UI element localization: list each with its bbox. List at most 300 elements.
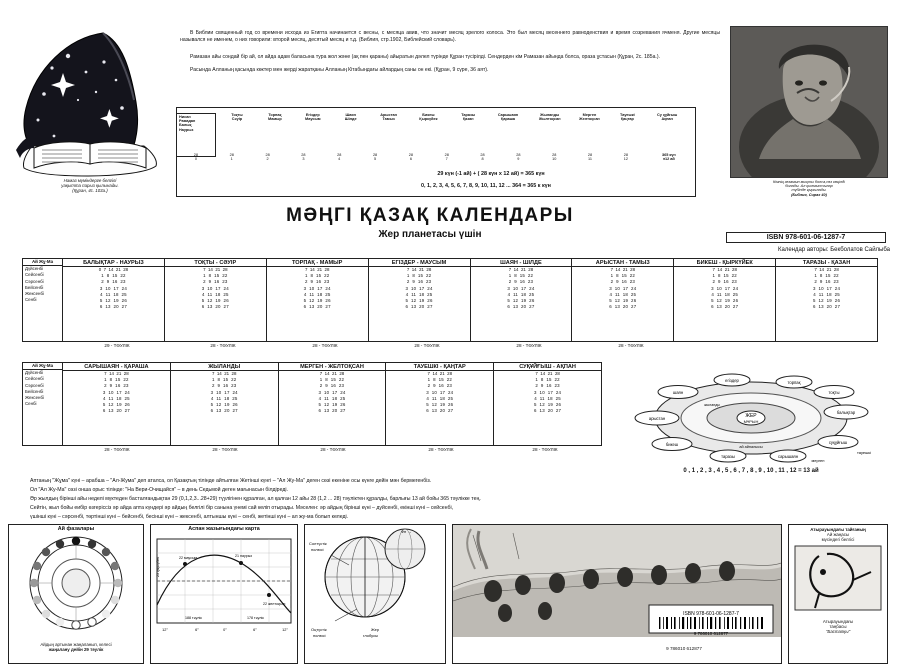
- m2h-2-4: 28: [339, 371, 345, 377]
- mh-7-3: 21: [826, 267, 832, 273]
- c043: 26: [121, 297, 127, 303]
- d052: 20: [116, 407, 122, 413]
- month-title-1: ТОҚТЫ - СӘУІР: [165, 259, 266, 267]
- strip-month-kk-4: Арыстан: [380, 113, 397, 117]
- mh-4-4: 28: [528, 267, 534, 273]
- c542: 19: [622, 297, 629, 303]
- d101: 8: [217, 377, 221, 383]
- d233: 25: [340, 395, 346, 401]
- d413: 23: [554, 383, 560, 389]
- calendar-day-names-2: [23, 363, 63, 445]
- c712: 16: [825, 279, 831, 285]
- c753: 27: [834, 303, 841, 309]
- c540: 5: [609, 297, 612, 303]
- c531: 11: [614, 291, 620, 297]
- c053: 27: [121, 303, 127, 309]
- month-block-shayan-shilde: [471, 259, 573, 341]
- m2h-4-1: 7: [535, 371, 538, 377]
- c350: 6: [405, 303, 409, 309]
- strip-num-bot-13: ±12 ай: [662, 157, 675, 162]
- c650: 6: [711, 303, 714, 309]
- moon-phase-caption-1: Айдың артынан жаңаланып, келесі: [40, 642, 112, 647]
- month-row-2-5: [267, 304, 368, 310]
- strip-num-top-7: 28: [444, 153, 449, 157]
- d043: 26: [124, 401, 130, 407]
- c410: 2: [508, 279, 512, 285]
- strip-month-kk-6: Таразы: [461, 113, 476, 117]
- c711: 9: [819, 279, 823, 285]
- c543: 26: [631, 297, 637, 303]
- month-footer-4: 28 - ТӘУЛІК: [516, 343, 542, 348]
- c252: 20: [317, 303, 323, 309]
- c020: 3: [99, 285, 103, 291]
- strip-num-bot-6: 6: [409, 157, 412, 162]
- strip-month-ru-11: Ақпан: [661, 117, 673, 122]
- d430: 4: [534, 395, 537, 401]
- svg-text:22 желтоқсан: 22 желтоқсан: [263, 602, 286, 606]
- month-block-torpak-mamyr: [267, 259, 369, 341]
- c042: 19: [113, 297, 119, 303]
- d210: 2: [319, 383, 323, 389]
- c400: 1: [508, 273, 512, 279]
- day-name-tue-1: Сейсенбі: [25, 272, 44, 278]
- mh-7-2: 14: [819, 267, 825, 273]
- c550: 6: [609, 303, 612, 309]
- c451: 13: [512, 303, 519, 309]
- d221: 10: [323, 389, 330, 395]
- c533: 25: [630, 291, 637, 297]
- c312: 16: [417, 279, 424, 285]
- strip-month-kk-5: Бикеш: [422, 113, 435, 117]
- m2h-1-4: 28: [231, 371, 237, 377]
- m2h-0-4: 28: [123, 371, 129, 377]
- main-title-text: МӘҢГІ ҚАЗАҚ КАЛЕНДАРЫ: [286, 205, 574, 226]
- month-block-bikesh-kyrkuyek: [674, 259, 776, 341]
- strip-num-top-1: 28: [229, 153, 234, 157]
- c731: 11: [818, 291, 824, 297]
- formula-line-1: 29 күн (-1 ай) + ( 28 күн х 12 ай) = 365 күн: [437, 171, 545, 177]
- c121: 10: [207, 285, 213, 291]
- month-footer-5: 28 - ТӘУЛІК: [618, 343, 644, 348]
- day-name-mon-2: Дүйсенбі: [25, 370, 44, 376]
- month2-footer-3: 28 - ТӘУЛІК: [428, 447, 454, 452]
- strip-num-bot-11: 11: [588, 157, 592, 162]
- svg-text:188 тәулік: 188 тәулік: [185, 616, 202, 620]
- c300: 1: [406, 273, 410, 279]
- c420: 3: [507, 285, 511, 291]
- d432: 18: [547, 395, 553, 401]
- d351: 13: [431, 407, 438, 413]
- d222: 17: [332, 389, 338, 395]
- c023: 24: [121, 285, 127, 291]
- strip-month-ru-6: Қазан: [462, 117, 474, 122]
- c621: 10: [716, 285, 722, 291]
- c141: 12: [207, 297, 213, 303]
- d201: 8: [325, 377, 328, 383]
- moon-phase-panel: [8, 524, 144, 664]
- c653: 27: [732, 303, 739, 309]
- month-block-sukuygysh-akpan: [494, 363, 601, 445]
- author-line: Календар авторы: Бекболатов Сайлыба: [777, 247, 890, 253]
- d103: 22: [231, 377, 237, 383]
- c133: 25: [223, 291, 229, 297]
- day-name-thu-2: Бейсенбі: [25, 388, 44, 394]
- petroglyph-bottom-3: "Бастапқы": [825, 629, 851, 634]
- photo-caption-line2: болады. Ал қылмыстылар: [785, 184, 833, 189]
- m2h-4-4: 28: [554, 371, 560, 377]
- d122: 17: [224, 389, 230, 395]
- d443: 26: [555, 401, 562, 407]
- strip-month-kk-7: Сарышаян: [497, 113, 519, 117]
- c501: 8: [616, 273, 619, 279]
- d141: 12: [216, 401, 222, 407]
- month2-title-0: САРЫШАЯН - ҚАРАША: [63, 363, 170, 371]
- m2h-2-1: 7: [319, 371, 323, 377]
- zodiac-wheel-diagram: [612, 362, 890, 467]
- svg-text:9 786010 612877: 9 786010 612877: [693, 631, 729, 636]
- c700: 1: [814, 273, 817, 279]
- c453: 27: [529, 303, 535, 309]
- month-title-7: ТАРАЗЫ - ҚАЗАН: [776, 259, 877, 267]
- month-title-4: ШАЯН - ШІЛДЕ: [471, 259, 572, 267]
- mh-3-2: 14: [411, 267, 417, 273]
- month-row-5-5: [572, 304, 673, 310]
- strip-num-bot-3: 3: [302, 157, 305, 162]
- m2h-0-2: 14: [109, 371, 114, 377]
- c450: 6: [507, 303, 511, 309]
- sky-axis-2: 0°: [223, 628, 227, 632]
- m2h-4-3: 21: [547, 371, 553, 377]
- d253: 27: [340, 407, 346, 413]
- note-4: Сейтін, жыл бойы еибір өзгеріссіз әр айда апта күндері әр айдың белгілі бір санына үнемі сай келіп отырады. Мәселен: әр айдың бірінші күні – дүйсенбі, екінші күні – сейсенбі,: [30, 505, 454, 512]
- month2-row-0-5: [63, 408, 170, 414]
- strip-num-top-13: 365 күн: [662, 153, 676, 157]
- d423: 24: [555, 389, 562, 395]
- d422: 17: [547, 389, 553, 395]
- c553: 27: [631, 303, 637, 309]
- month2-footer-4: 28 - ТӘУЛІК: [532, 447, 558, 452]
- calendar-row-2: [22, 362, 602, 446]
- strip-num-bot-4: 4: [338, 157, 341, 162]
- c030: 4: [100, 291, 103, 297]
- sky-axis-1: 6°: [195, 628, 199, 632]
- c102: 15: [214, 273, 220, 279]
- svg-text:22 маусым: 22 маусым: [179, 556, 198, 560]
- c500: 1: [610, 273, 614, 279]
- d322: 17: [439, 389, 446, 395]
- strip-label-2: Балық: [179, 123, 192, 128]
- d231: 11: [324, 395, 330, 401]
- month2-title-1: ЖЫЛАНДЫ: [171, 363, 278, 371]
- strip-month-ru-5: Қыркүйек: [419, 117, 438, 122]
- strip-month-ru-8: Жылтоқсан: [538, 117, 561, 122]
- d402: 15: [546, 377, 552, 383]
- d023: 24: [124, 389, 130, 395]
- c603: 22: [731, 273, 737, 279]
- mh-6-4: 28: [732, 267, 737, 273]
- c401: 8: [514, 273, 517, 279]
- strip-month-kk-2: Егіздер: [305, 113, 320, 117]
- month2-footer-2: 28 - ТӘУЛІК: [320, 447, 346, 452]
- c352: 20: [419, 303, 425, 309]
- d132: 18: [224, 395, 230, 401]
- d251: 13: [323, 407, 330, 413]
- c530: 4: [609, 291, 613, 297]
- mh-4-3: 21: [520, 267, 526, 273]
- mh-0-3: 21: [115, 267, 121, 273]
- c351: 13: [411, 303, 417, 309]
- c010: 2: [101, 279, 104, 285]
- d411: 9: [540, 383, 544, 389]
- c421: 10: [512, 285, 519, 291]
- hat-book-illustration: [8, 28, 173, 178]
- d320: 3: [426, 389, 429, 395]
- c730: 4: [813, 291, 816, 297]
- strip-num-top-12: 28: [623, 153, 628, 157]
- strip-month-ru-9: Желтоқсан: [579, 117, 600, 122]
- mh-4-2: 14: [513, 267, 519, 273]
- svg-text:суқұйғыш: суқұйғыш: [828, 440, 848, 445]
- svg-text:таразы: таразы: [721, 454, 735, 459]
- d431: 11: [539, 395, 545, 401]
- mh-0-0: 0: [98, 267, 102, 273]
- c213: 23: [324, 279, 330, 285]
- petroglyph-title-2: Ай жаңасы: [826, 532, 850, 537]
- month2-row-4-5: [494, 408, 601, 414]
- strip-num-top-10: 28: [552, 153, 557, 157]
- c620: 3: [711, 285, 714, 291]
- mh-3-4: 28: [426, 267, 432, 273]
- d303: 22: [446, 377, 452, 383]
- month-row-6-5: [674, 304, 775, 310]
- c440: 5: [507, 297, 511, 303]
- d053: 27: [124, 407, 130, 413]
- c743: 26: [834, 297, 841, 303]
- strip-month-kk-9: Мерген: [582, 113, 597, 117]
- svg-text:арыстан: арыстан: [648, 416, 666, 421]
- c600: 1: [712, 273, 716, 279]
- c541: 12: [614, 297, 621, 303]
- month-block-egizder-mausym: [369, 259, 471, 341]
- d350: 6: [426, 407, 429, 413]
- c511: 9: [616, 279, 619, 285]
- strip-num-bot-2: 2: [266, 157, 269, 162]
- mh-2-1: 7: [304, 267, 308, 273]
- d123: 24: [232, 389, 238, 395]
- svg-text:МҰРЫН: МҰРЫН: [743, 419, 759, 424]
- mh-3-3: 21: [419, 267, 424, 273]
- c232: 18: [317, 291, 323, 297]
- mh-2-3: 21: [317, 267, 323, 273]
- c022: 17: [113, 285, 119, 291]
- svg-text:бикеш: бикеш: [665, 442, 679, 447]
- d242: 19: [332, 401, 338, 407]
- month2-row-2-5: [279, 408, 386, 414]
- c710: 2: [814, 279, 817, 285]
- d243: 26: [340, 401, 346, 407]
- day-name-wed-1: Сәрсенбі: [25, 278, 44, 284]
- d131: 11: [216, 395, 222, 401]
- photo-caption-source: (Библия, Сирах 40): [791, 192, 827, 197]
- month-footer-3: 28 - ТӘУЛІК: [414, 343, 440, 348]
- d040: 5: [102, 401, 106, 407]
- c523: 24: [631, 285, 637, 291]
- strip-label-1: Рамадан: [179, 119, 196, 124]
- mh-1-2: 14: [207, 267, 213, 273]
- month-row-1-5: [165, 304, 266, 310]
- hat-caption-line2: уақытта парыз қылынады.: [61, 183, 119, 189]
- svg-text:Оңтүстік: Оңтүстік: [311, 627, 327, 632]
- c721: 10: [818, 285, 824, 291]
- d102: 15: [222, 377, 229, 383]
- mh-6-1: 7: [712, 267, 715, 273]
- d121: 10: [216, 389, 222, 395]
- svg-text:шаян: шаян: [672, 390, 684, 395]
- mh-6-2: 14: [717, 267, 723, 273]
- d032: 18: [116, 395, 122, 401]
- m2h-3-1: 7: [427, 371, 430, 377]
- d142: 19: [224, 401, 230, 407]
- strip-month-ru-2: Маусым: [305, 117, 321, 122]
- m2h-1-3: 21: [224, 371, 230, 377]
- month-block-zhylandy: [171, 363, 279, 445]
- month-row-4-5: [471, 304, 572, 310]
- month2-title-4: СУҚҰЙҒЫШ - АҚПАН: [494, 363, 601, 371]
- d111: 9: [217, 383, 221, 389]
- d021: 10: [108, 389, 114, 395]
- mh-5-1: 7: [610, 267, 614, 273]
- d312: 16: [438, 383, 444, 389]
- day-name-wed-2: Сәрсенбі: [25, 382, 44, 388]
- page-title: [150, 205, 710, 240]
- m2h-2-2: 14: [324, 371, 330, 377]
- c040: 5: [99, 297, 103, 303]
- d050: 6: [102, 407, 106, 413]
- month2-title-3: ТАУЕШКІ - ҚАҢТАР: [386, 363, 493, 371]
- c343: 26: [427, 297, 433, 303]
- c003: 22: [120, 273, 126, 279]
- c200: 1: [304, 273, 308, 279]
- c000: 1: [101, 273, 104, 279]
- c441: 12: [512, 297, 519, 303]
- c652: 20: [724, 303, 731, 309]
- c101: 8: [208, 273, 212, 279]
- sky-axis-3: 6°: [253, 628, 257, 632]
- c152: 20: [215, 303, 221, 309]
- c151: 13: [207, 303, 213, 309]
- d140: 5: [210, 401, 214, 407]
- d020: 3: [102, 389, 106, 395]
- d323: 24: [448, 389, 454, 395]
- day-name-sat-1: Сенбі: [25, 296, 37, 302]
- c320: 3: [405, 285, 409, 291]
- d041: 12: [108, 401, 114, 407]
- month-footer-1: 28 - ТӘУЛІК: [210, 343, 236, 348]
- d001: 8: [109, 377, 113, 383]
- d352: 20: [439, 407, 446, 413]
- hat-caption: [10, 178, 170, 193]
- c120: 3: [201, 285, 205, 291]
- d000: 1: [104, 377, 107, 383]
- photo-caption: [730, 180, 888, 197]
- c052: 20: [113, 303, 119, 309]
- strip-month-kk-1: Торпақ: [268, 113, 282, 117]
- d031: 11: [108, 395, 114, 401]
- d333: 25: [447, 395, 454, 401]
- svg-text:тоқты: тоқты: [828, 390, 840, 395]
- c231: 11: [309, 291, 315, 297]
- c551: 13: [614, 303, 621, 309]
- historic-map-panel: [452, 524, 782, 664]
- c632: 18: [724, 291, 730, 297]
- isbn-top: ISBN 978-601-06-1287-7: [726, 232, 886, 243]
- c011: 9: [106, 279, 110, 285]
- d330: 4: [426, 395, 430, 401]
- mh-7-4: 28: [833, 267, 839, 273]
- svg-text:балықтар: балықтар: [836, 410, 856, 415]
- c452: 20: [521, 303, 527, 309]
- strip-month-ru-0: Сәуір: [231, 117, 243, 122]
- c750: 6: [813, 303, 816, 309]
- c113: 23: [222, 279, 228, 285]
- intro-paragraph-3: Расында Алланың қасында көктер мен жерді жаратқаны Алланың Кітабындағы айлардың саны он екі. (Құран, 9 сүре, 36 аят).: [190, 66, 489, 73]
- day-name-fri-2: Жексенбі: [25, 394, 44, 400]
- c433: 25: [529, 291, 535, 297]
- note-2: Ол "Ал Жу-Ма" сөзі онша орыс тілінде: "На Вери-Очищайся" – в день Седьмой деген мағынасын білдіреді.: [30, 487, 288, 494]
- m2h-4-2: 14: [540, 371, 546, 377]
- strip-num-bot-7: 7: [445, 157, 448, 162]
- c353: 27: [427, 303, 433, 309]
- petroglyph-title-1: Атырауындағы тайғаның: [810, 527, 866, 532]
- strip-num-top-11: 28: [587, 153, 593, 157]
- strip-num-top-5: 28: [372, 153, 378, 157]
- d112: 16: [222, 383, 229, 389]
- strip-num-top-9: 28: [516, 153, 521, 157]
- month-row-0-5: [63, 304, 164, 310]
- month2-row-3-5: [386, 408, 493, 414]
- month-title-0: БАЛЫҚТАР - НАУРЫЗ: [63, 259, 164, 267]
- note-3: Әр жылдың бірінші айы неделі мүктеден басталғандықтан 29 (0,1,2,3...28+29) түулігінен құралған, ал қалған 12 айы 28 (1,2 ... 28) тәуліктен құралды, барлығы 13 ай бойы 365 тәулікке тең.: [30, 496, 481, 503]
- mh-1-3: 21: [215, 267, 221, 273]
- d241: 12: [323, 401, 330, 407]
- d133: 25: [232, 395, 238, 401]
- c510: 2: [610, 279, 614, 285]
- month-footer-0: 29 - ТӘУЛІК: [104, 343, 130, 348]
- sky-map-panel: [150, 524, 298, 664]
- strip-num-bot-10: 10: [552, 157, 557, 162]
- strip-month-kk-8: Жыланды: [540, 113, 560, 117]
- d011: 9: [109, 383, 113, 389]
- d311: 9: [433, 383, 436, 389]
- svg-text:полюсі: полюсі: [311, 547, 324, 552]
- petroglyph-bottom-1: Атырауындағы: [822, 619, 854, 624]
- month-block-tarazy-kazan: [776, 259, 877, 341]
- c520: 3: [609, 285, 612, 291]
- moon-phase-caption-2: жаңалану дейін 29 тәулік: [48, 647, 104, 652]
- month-block-taueshki-kantar: [386, 363, 494, 445]
- c142: 19: [215, 297, 221, 303]
- d451: 13: [539, 407, 545, 413]
- month-title-2: ТОРПАҚ - МАМЫР: [267, 259, 368, 267]
- c322: 17: [419, 285, 425, 291]
- strip-month-kk-10: Тауешкі: [620, 113, 635, 117]
- d202: 15: [330, 377, 337, 383]
- intro-paragraph-2: Рамазан айы сондай бір ай, ол айда адам баласына тура жол және (ақ пен қараны) айыратын дәлел түрінде Құран түсірілді. Сендерден кім Рамазан айында болса, ораза ұстасын (Құран, 2с. 185а.).: [190, 53, 660, 60]
- month-block-tokty-sauir: [165, 259, 267, 341]
- c631: 11: [716, 291, 722, 297]
- c623: 24: [732, 285, 739, 291]
- c330: 4: [405, 291, 409, 297]
